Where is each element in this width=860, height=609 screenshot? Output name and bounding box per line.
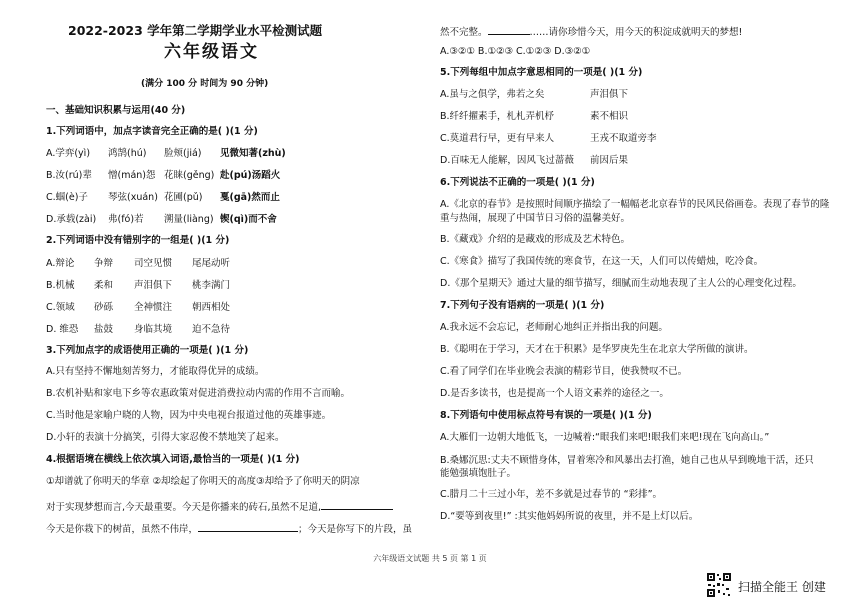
- qr-code-icon: [706, 572, 732, 598]
- q7-option-c: C.看了同学们在毕业晚会表演的精彩节目，使我赞叹不已。: [440, 366, 688, 377]
- blank-3: [488, 25, 530, 35]
- q5-row-a: A.虽与之俱学，弗若之矣 声泪俱下: [440, 89, 629, 100]
- q4-choices: ①却谱就了你明天的华章 ②却绘起了你明天的高度③却给予了你明天的阴凉: [46, 476, 360, 487]
- q4-passage-line-1: 对于实现梦想而言,今天最重要。今天是你播来的砖石,虽然不足道,: [46, 500, 393, 514]
- q2-row-c: C.领域 砂砾 全神惯注 朝西相处: [46, 302, 231, 313]
- q1-row-c: C.蝈(è)子 琴弦(xuán) 花圃(pǔ) 戛(gā)然而止: [46, 192, 280, 203]
- page-footer: 六年级语文试题 共 5 页 第 1 页: [373, 554, 487, 563]
- q3-option-a: A.只有坚持不懈地刻苦努力，才能取得优异的成绩。: [46, 366, 265, 377]
- q6-option-a: A.《北京的春节》是按照时间顺序描绘了一幅幅老北京春节的民风民俗画卷。表现了春节的隆: [440, 199, 830, 210]
- watermark-text: 扫描全能王 创建: [738, 580, 826, 594]
- q6-option-a-cont: 重与热闹，展现了中国节日习俗的温馨美好。: [440, 213, 631, 224]
- q7-option-d: D.是否多读书，也是提高一个人语文素养的途径之一。: [440, 388, 669, 399]
- q5-stem: 5.下列每组中加点字意思相同的一项是( )(1 分): [440, 67, 643, 78]
- q6-option-d: D.《那个星期天》通过大量的细节描写，细腻而生动地表现了主人公的心理变化过程。: [440, 278, 802, 289]
- q6-stem: 6.下列说法不正确的一项是( )(1 分): [440, 177, 595, 188]
- q3-option-c: C.当时他是家喻户晓的人物，因为中央电视台报道过他的英雄事迹。: [46, 410, 332, 421]
- q3-option-b: B.农机补贴和家电下乡等农惠政策对促进消费拉动内需的作用不言而喻。: [46, 388, 351, 399]
- q6-option-b: B.《藏戏》介绍的是藏戏的形成及艺术特色。: [440, 234, 631, 245]
- exam-title: 2022-2023 学年第二学期学业水平检测试题: [68, 23, 323, 38]
- q4-options: A.③②① B.①②③ C.①②③ D.③②①: [440, 46, 591, 57]
- q8-option-d: D.“要等到夜里!” :其实他妈妈所说的夜里，并不是上灯以后。: [440, 511, 699, 522]
- q7-stem: 7.下列句子没有语病的一项是( )(1 分): [440, 300, 605, 311]
- q8-option-a: A.大雁们一边朝大地低飞，一边喊着:“眼我们来吧!眼我们来吧!现在飞向高山。”: [440, 432, 770, 443]
- q2-row-d: D. 维恐 盐鼓 身临其境 迫不急待: [46, 324, 231, 335]
- q8-option-c: C.腊月二十三过小年，差不多就是过春节的 “彩排”。: [440, 489, 663, 500]
- q4-passage-line-2: 今天是你栽下的树苗，虽然不伟岸， ；今天是你写下的片段，虽: [46, 524, 413, 535]
- q5-row-d: D.百味无人能解，因风飞过蔷薇 前因后果: [440, 155, 629, 166]
- q3-option-d: D.小轩的表演十分搞笑，引得大家忍俊不禁地笑了起来。: [46, 432, 285, 443]
- q1-row-d: D.承载(zài) 弗(fó)若 溯量(liàng) 锲(qì)而不舍: [46, 214, 277, 225]
- q6-option-c: C.《寒食》描写了我国传统的寒食节，在这一天，人们可以传蜡烛，吃冷食。: [440, 256, 764, 267]
- q5-row-b: B.纤纤擢素手，札札弄机杼 素不相识: [440, 111, 629, 122]
- q5-row-c: C.莫道君行早，更有早来人 王戎不取道旁李: [440, 133, 657, 144]
- q4-passage-continuation: 然不完整。 ……请你珍惜今天，用今天的积淀成就明天的梦想!: [440, 27, 743, 38]
- q2-row-b: B.机械 柔和 声泪俱下 桃李满门: [46, 280, 231, 291]
- exam-meta: (满分 100 分 时间为 90 分钟): [141, 79, 269, 89]
- blank-1: [321, 500, 393, 510]
- q1-row-a: A.学弈(yì) 鸿鹄(hú) 脸颊(jiá) 见微知著(zhù): [46, 148, 286, 159]
- q1-row-b: B.汝(rú)辈 憎(mán)怨 花睐(gěng) 赴(pú)汤蹈火: [46, 170, 281, 181]
- q8-option-b-cont: 能勉强填饱肚子。: [440, 468, 517, 479]
- q8-option-b: B.桑娜沉思:丈夫不顾惜身体，冒着寒冷和风暴出去打渔，她自己也从早到晚地干活，还只: [440, 455, 814, 466]
- scanner-watermark: [706, 572, 846, 598]
- q2-row-a: A.辩论 争辩 司空见惯 尾尾动听: [46, 258, 231, 269]
- section-heading: 一、基础知识积累与运用(40 分): [46, 105, 186, 116]
- q1-stem: 1.下列词语中，加点字读音完全正确的是( )(1 分): [46, 126, 258, 137]
- exam-subject: 六年级语文: [164, 42, 259, 62]
- q7-option-a: A.我永远不会忘记，老师耐心地纠正并指出我的问题。: [440, 322, 668, 333]
- q3-stem: 3.下列加点字的成语使用正确的一项是( )(1 分): [46, 345, 249, 356]
- q7-option-b: B.《聪明在于学习，天才在于积累》是华罗庚先生在北京大学所做的演讲。: [440, 344, 754, 355]
- q4-stem: 4.根据语境在横线上依次填入词语,最恰当的一项是( )(1 分): [46, 454, 300, 465]
- q8-stem: 8.下列语句中使用标点符号有误的一项是( )(1 分): [440, 410, 652, 421]
- q2-stem: 2.下列词语中没有错别字的一组是( )(1 分): [46, 235, 230, 246]
- blank-2: [198, 522, 298, 532]
